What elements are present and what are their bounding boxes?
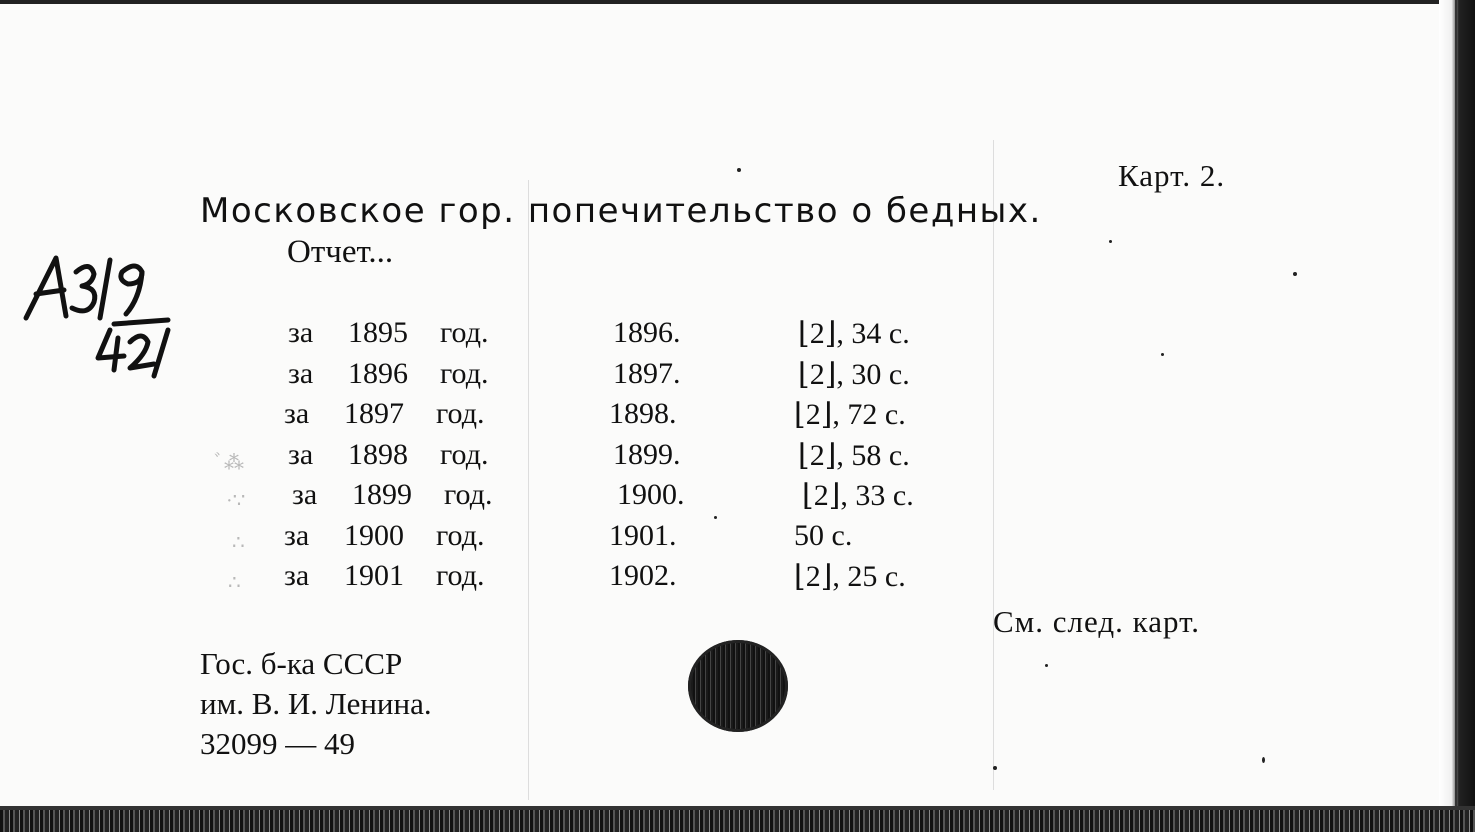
row-prefix: за — [284, 519, 310, 552]
row-unit: год. — [436, 397, 485, 430]
row-extent: ⌊2⌋, 33 с. — [802, 479, 914, 512]
scan-guide-line — [528, 180, 529, 800]
scan-guide-line — [993, 140, 994, 790]
row-prefix: за — [284, 559, 310, 592]
speck — [737, 168, 741, 172]
row-report-year: 1900 — [344, 519, 404, 552]
speck — [1161, 353, 1164, 356]
row-publication-year: 1902. — [609, 559, 677, 592]
library-name: Гос. б-ка СССР — [200, 646, 403, 681]
card-bottom-edge — [0, 810, 1475, 832]
row-publication-year: 1900. — [617, 478, 685, 511]
row-unit: год. — [440, 438, 489, 471]
card-number: Карт. 2. — [1118, 158, 1226, 193]
card-right-edge-line — [1455, 0, 1457, 810]
row-prefix: за — [288, 357, 314, 390]
handwritten-shelf-mark — [18, 250, 183, 380]
row-publication-year: 1899. — [613, 438, 681, 471]
row-publication-year: 1897. — [613, 357, 681, 390]
punch-hole — [688, 640, 788, 732]
faint-mark: ﾞ⁂ — [214, 452, 244, 474]
row-prefix: за — [284, 397, 310, 430]
card-right-edge — [1439, 0, 1475, 810]
row-extent: 50 с. — [794, 519, 853, 552]
row-extent: ⌊2⌋, 72 с. — [794, 398, 906, 431]
row-extent: ⌊2⌋, 34 с. — [798, 317, 910, 350]
see-next-card-note: См. след. карт. — [993, 604, 1201, 639]
faint-mark: ∴ — [228, 572, 241, 594]
row-prefix: за — [292, 478, 318, 511]
row-publication-year: 1901. — [609, 519, 677, 552]
speck — [1262, 757, 1265, 763]
speck — [1109, 240, 1112, 243]
speck — [1045, 664, 1048, 667]
row-unit: год. — [440, 357, 489, 390]
row-unit: год. — [436, 559, 485, 592]
faint-mark: ∴ — [232, 532, 245, 554]
row-extent: ⌊2⌋, 58 с. — [798, 439, 910, 472]
library-imprint — [200, 644, 432, 764]
row-report-year: 1901 — [344, 559, 404, 592]
row-publication-year: 1898. — [609, 397, 677, 430]
row-prefix: за — [288, 316, 314, 349]
row-publication-year: 1896. — [613, 316, 681, 349]
handwritten-shelf-mark-image — [18, 250, 183, 380]
speck — [714, 516, 717, 519]
library-dedication: им. В. И. Ленина. — [200, 686, 432, 721]
row-extent: ⌊2⌋, 30 с. — [798, 358, 910, 391]
row-unit: год. — [440, 316, 489, 349]
card-subtitle: Отчет... — [287, 234, 394, 270]
row-unit: год. — [444, 478, 493, 511]
row-prefix: за — [288, 438, 314, 471]
row-report-year: 1896 — [348, 357, 408, 390]
print-number: 32099 — 49 — [200, 726, 355, 761]
row-report-year: 1899 — [352, 478, 412, 511]
card-top-edge — [0, 0, 1475, 4]
row-unit: год. — [436, 519, 485, 552]
card-title: Московское гор. попечительство о бедных. — [200, 191, 1042, 231]
row-report-year: 1898 — [348, 438, 408, 471]
row-report-year: 1895 — [348, 316, 408, 349]
row-extent: ⌊2⌋, 25 с. — [794, 560, 906, 593]
speck — [1293, 272, 1297, 276]
row-report-year: 1897 — [344, 397, 404, 430]
speck — [993, 766, 997, 770]
faint-mark: ·∵ — [226, 490, 246, 512]
